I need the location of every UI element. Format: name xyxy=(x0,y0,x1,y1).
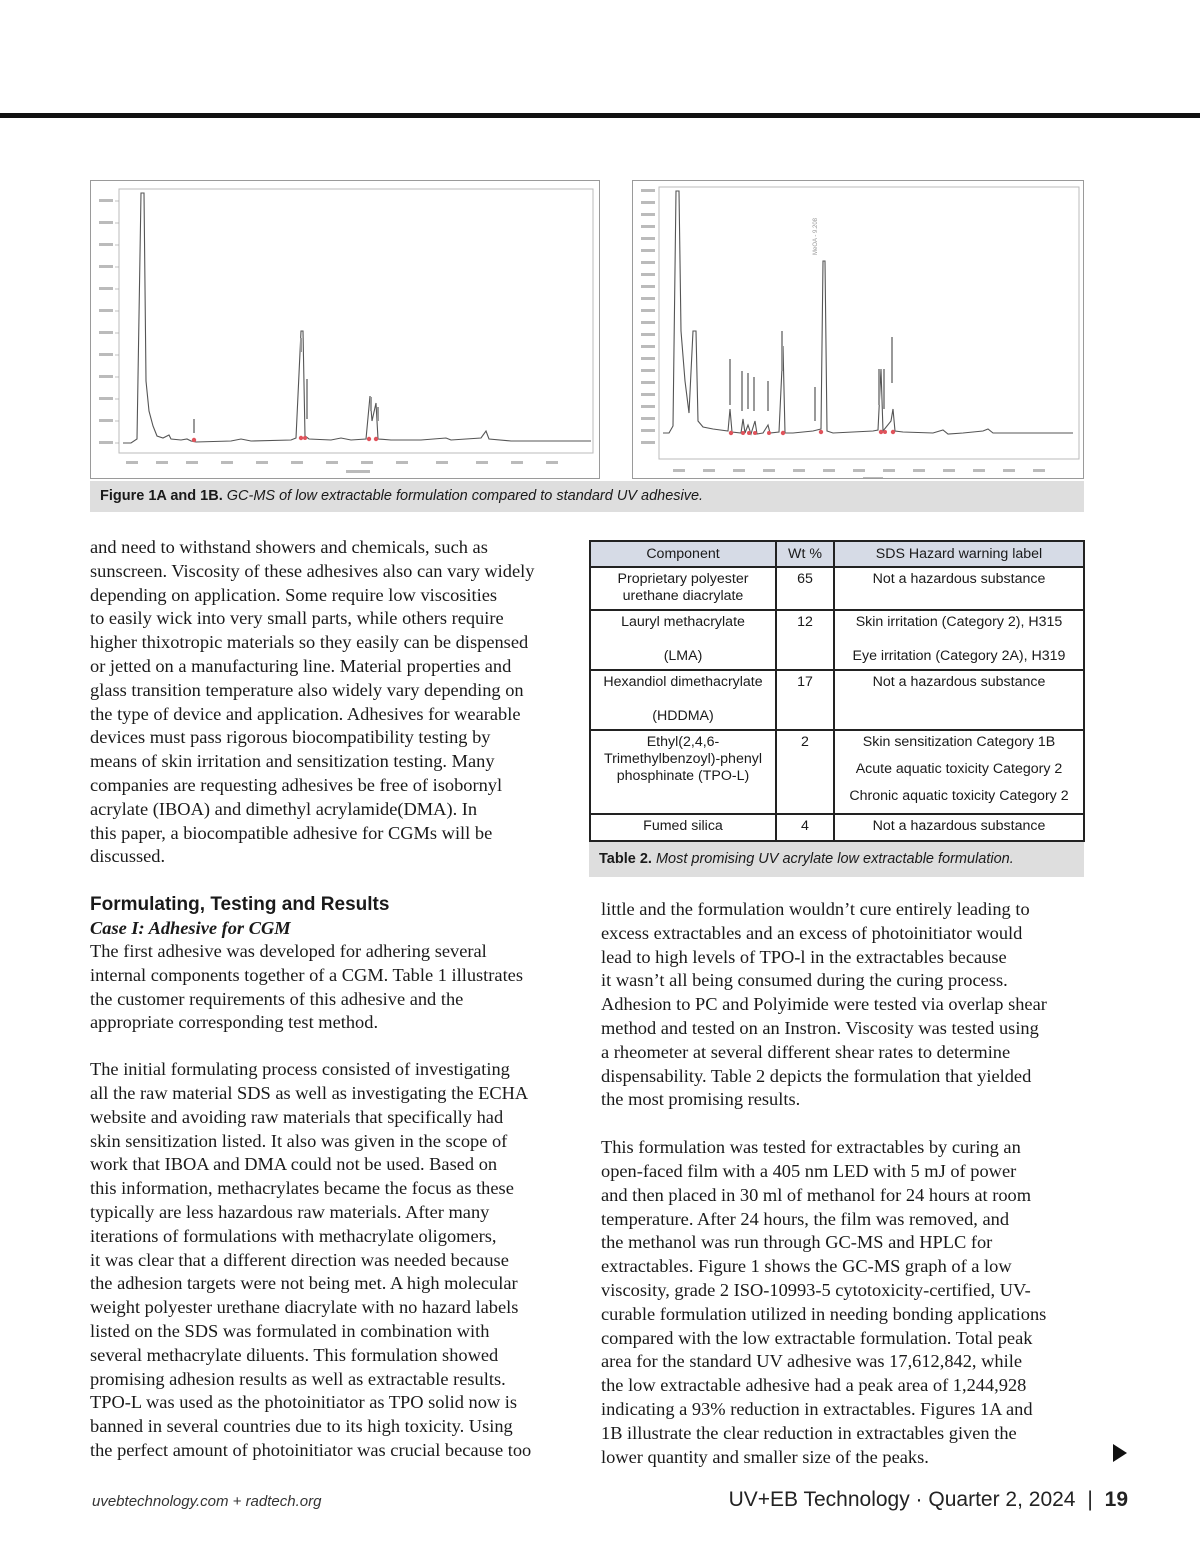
table-row xyxy=(590,730,1084,814)
chromatogram-1b xyxy=(632,180,1084,479)
table-row xyxy=(590,610,1084,670)
figure-caption-label: Figure 1A and 1B. xyxy=(100,488,223,504)
case-heading: Case I: Adhesive for CGM xyxy=(90,918,291,938)
table-row xyxy=(590,670,1084,730)
component-name: Fumed silica xyxy=(643,818,723,834)
table-caption-label: Table 2. xyxy=(599,851,652,867)
component-abbrev: (LMA) xyxy=(663,648,703,664)
right-column xyxy=(601,898,1087,1469)
hazard-label: Not a hazardous substance xyxy=(872,818,1046,834)
component-name: Lauryl methacrylate xyxy=(621,614,745,630)
table-caption-text: Most promising UV acrylate low extractable formulation. xyxy=(655,851,1014,867)
hazard-label: Eye irritation (Category 2A), H319 xyxy=(852,648,1066,664)
table-caption xyxy=(589,842,1084,877)
footer-separator: | xyxy=(1087,1488,1093,1511)
wt-percent: 17 xyxy=(797,674,813,690)
hazard-label: Not a hazardous substance xyxy=(872,674,1046,690)
footer-publication xyxy=(729,1488,1128,1512)
figure-caption-text: GC-MS of low extractable formulation compared to standard UV adhesive. xyxy=(226,488,704,504)
chromatogram-1a xyxy=(90,180,600,479)
hazard-label: Chronic aquatic toxicity Category 2 xyxy=(849,788,1069,804)
hazard-label: Acute aquatic toxicity Category 2 xyxy=(855,761,1063,777)
right-paragraph-1: little and the formulation wouldn’t cure entirely leading to excess extractables and an excess of photoinitiator would lead to high levels of TPO-l in the extractables because it wasn’t all being consumed during the curing process. Adhesion to PC and Polyimide were tested via overlap shear method and tested on an Instron. Viscosity was tested using a rheometer at several different shear rates to determine dispensability. Table 2 depicts the formulation that yielded the most promising results. xyxy=(601,899,1047,1110)
continue-arrow-icon xyxy=(1113,1444,1127,1462)
wt-percent: 4 xyxy=(801,818,809,834)
left-paragraph-2: The first adhesive was developed for adhering several internal components together of a CGM. Table 1 illustrates the customer requirements of this adhesive and the appropriate corresponding test method. xyxy=(90,941,524,1033)
left-paragraph-1: and need to withstand showers and chemicals, such as sunscreen. Viscosity of these adhesives also can vary widely depending on application. Some require low viscosities to easily wick into very small parts, while others require higher thixotropic materials so they easily can be dispensed or jetted on a manufacturing line. Material properties and glass transition temperature also widely vary depending on the type of device and application. Adhesives for wearable devices must pass rigorous biocompatibility testing by means of skin irritation and sensitization testing. Many companies are requesting adhesives be free of isobornyl acrylate (IBOA) and dimethyl acrylamide(DMA). In this paper, a biocompatible adhesive for CGMs will be discussed. xyxy=(90,537,535,867)
right-paragraph-2: This formulation was tested for extractables by curing an open-faced film with a 405 nm LED with 5 mJ of power and then placed in 30 ml of methanol for 24 hours at room temperature. After 24 hours, the film was removed, and the methanol was run through GC-MS and HPLC for extractables. Figure 1 shows the GC-MS graph of a low viscosity, grade 2 ISO-10993-5 cytotoxicity-certified, UV- curable formulation utilized in needing bonding applications compared with the low extractable formulation. Total peak area for the standard UV adhesive was 17,612,842, while the low extractable adhesive had a peak area of 1,244,928 indicating a 93% reduction in extractables. Figures 1A and 1B illustrate the clear reduction in extractables given the lower quantity and smaller size of the peaks. xyxy=(601,1137,1047,1467)
section-heading: Formulating, Testing and Results xyxy=(90,894,390,915)
header-wt: Wt % xyxy=(776,541,834,567)
component-name: Ethyl(2,4,6-Trimethylbenzoyl)-phenyl phosphinate (TPO-L) xyxy=(604,734,762,784)
hazard-label: Skin sensitization Category 1B xyxy=(862,734,1056,750)
table-2 xyxy=(589,540,1084,877)
table-row xyxy=(590,567,1084,610)
hazard-label: Not a hazardous substance xyxy=(872,571,1046,587)
component-name: Proprietary polyester urethane diacrylate xyxy=(617,571,749,604)
component-name: Hexandiol dimethacrylate xyxy=(603,674,763,690)
formulation-table xyxy=(589,540,1085,842)
left-paragraph-3: The initial formulating process consisted of investigating all the raw material SDS as well as investigating the ECHA website and avoiding raw materials that specifically had skin sensitization listed. It also was given in the scope of work that IBOA and DMA could not be used. Based on this information, methacrylates became the focus as these typically are less hazardous raw materials. After many iterations of formulations with methacrylate oligomers, it was clear that a different direction was needed because the adhesion targets were not being met. A high molecular weight polyester urethane diacrylate with no hazard labels listed on the SDS was formulated in combination with several methacrylate diluents. This formulation showed promising adhesion results as well as extractable results. TPO-L was used as the photoinitiator as TPO solid now is banned in several countries due to its high toxicity. Using the perfect amount of photoinitiator was crucial because too xyxy=(90,1059,532,1460)
header-hazard: SDS Hazard warning label xyxy=(834,541,1084,567)
left-column-section xyxy=(90,893,572,1463)
footer-websites: uvebtechnology.com + radtech.org xyxy=(92,1493,322,1510)
wt-percent: 12 xyxy=(797,614,813,630)
wt-percent: 65 xyxy=(797,571,813,587)
header-component: Component xyxy=(590,541,776,567)
table-header-row xyxy=(590,541,1084,567)
page-number: 19 xyxy=(1104,1488,1128,1511)
footer-title: UV+EB Technology · Quarter 2, 2024 xyxy=(728,1488,1076,1511)
figure-caption xyxy=(90,481,1084,512)
header-rule xyxy=(0,113,1200,118)
table-row xyxy=(590,814,1084,841)
component-abbrev: (HDDMA) xyxy=(652,708,714,724)
peak-label-meoa: MeOA - 9.208 xyxy=(813,217,819,255)
hazard-label: Skin irritation (Category 2), H315 xyxy=(855,614,1063,630)
wt-percent: 2 xyxy=(801,734,809,750)
left-column xyxy=(90,536,572,869)
